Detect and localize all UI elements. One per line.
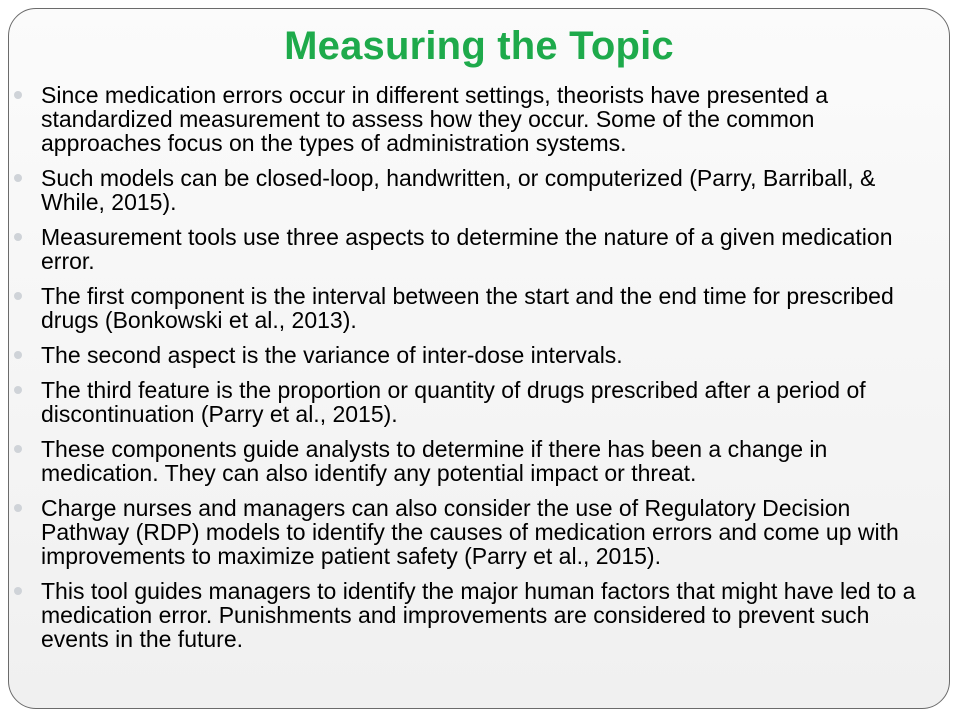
slide-title: Measuring the Topic [284, 24, 674, 68]
bullet-item [9, 437, 949, 485]
bullet-item [9, 496, 949, 568]
bullet-text: This tool guides managers to identify the major human factors that might have led to a medication error. Punishments and improvements are considered to prevent such events in the future. [41, 578, 916, 652]
bullet-item [9, 378, 949, 426]
bullet-marker [14, 504, 22, 512]
bullet-text: Since medication errors occur in different settings, theorists have presented a standardized measurement to assess how they occur. Some of the common approaches focus on the types of administration systems. [41, 82, 829, 156]
bullet-text: Such models can be closed-loop, handwritten, or computerized (Parry, Barriball, & While, 2015). [41, 165, 876, 215]
bullet-marker [14, 386, 22, 394]
bullet-marker [14, 174, 22, 182]
bullet-text: Charge nurses and managers can also consider the use of Regulatory Decision Pathway (RDP) models to identify the causes of medication errors and come up with improvements to maximize patient safety (Parry et al., 2015). [41, 495, 899, 569]
bullet-item [9, 579, 949, 651]
bullet-marker [14, 587, 22, 595]
bullet-text: The second aspect is the variance of inter-dose intervals. [41, 342, 623, 368]
bullet-marker [14, 233, 22, 241]
bullet-text: The third feature is the proportion or quantity of drugs prescribed after a period of discontinuation (Parry et al., 2015). [41, 377, 866, 427]
bullet-marker [14, 445, 22, 453]
bullet-text: These components guide analysts to determine if there has been a change in medication. They can also identify any potential impact or threat. [41, 436, 828, 486]
bullet-marker [14, 91, 22, 99]
bullet-marker [14, 292, 22, 300]
bullet-marker [14, 351, 22, 359]
bullet-text: Measurement tools use three aspects to determine the nature of a given medication error. [41, 224, 893, 274]
bullet-item [9, 225, 949, 273]
bullet-item [9, 343, 949, 367]
bullet-item [9, 166, 949, 214]
bullet-item [9, 83, 949, 155]
bullet-text: The first component is the interval between the start and the end time for prescribed drugs (Bonkowski et al., 2013). [41, 283, 894, 333]
bullet-item [9, 284, 949, 332]
bullet-list [9, 83, 949, 662]
slide-frame [8, 8, 950, 709]
